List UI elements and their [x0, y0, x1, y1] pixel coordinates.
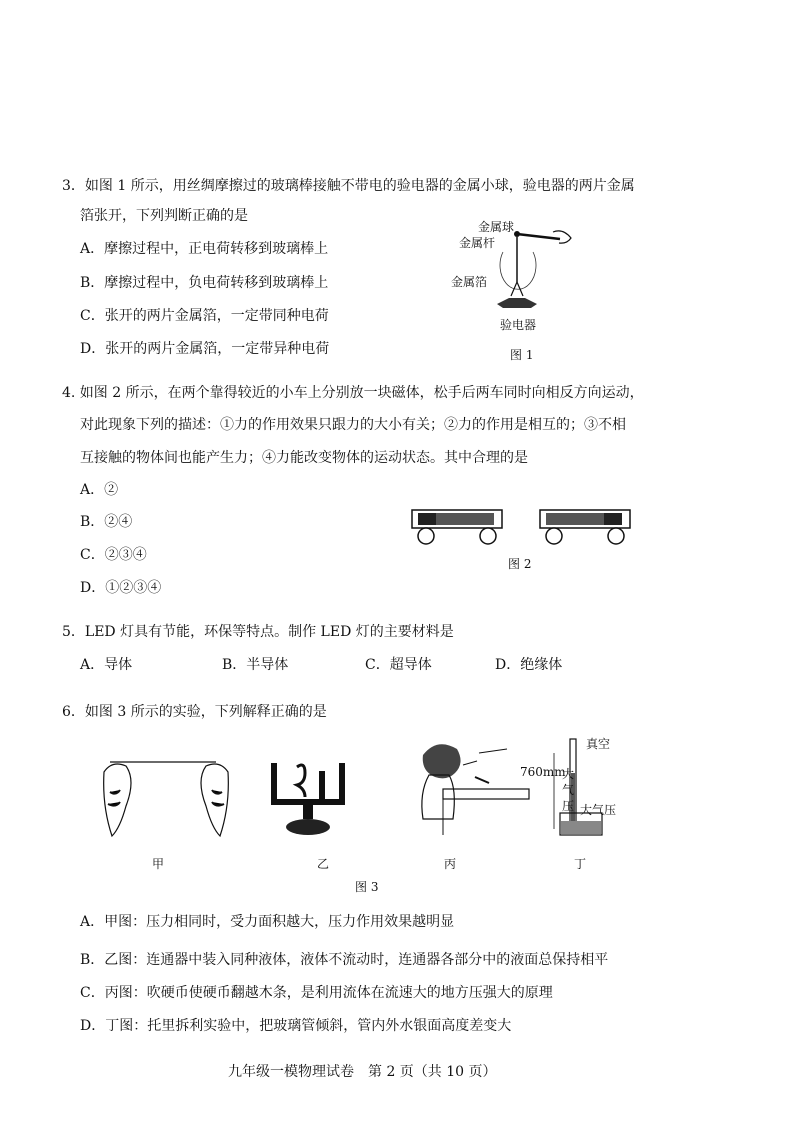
q4-option-b: B．②④: [80, 514, 133, 530]
fig3-ding-atm-char-3: 压: [562, 799, 575, 813]
fig3-panel-bing: 丙: [444, 857, 457, 871]
fig1-label-metal-ball: 金属球: [478, 220, 515, 234]
fig3-ding-atm-char-1: 大: [562, 767, 575, 781]
fig3-ding-vacuum-label: 真空: [586, 737, 611, 751]
fig1-caption: 图 1: [510, 348, 534, 362]
q3-stem-line-2: 箔张开，下列判断正确的是: [80, 208, 248, 224]
q3-stem-line-1: 3．如图 1 所示，用丝绸摩擦过的玻璃棒接触不带电的验电器的金属小球，验电器的两片金属: [62, 178, 635, 194]
fig2-caption: 图 2: [508, 557, 532, 571]
q4-option-a: A．②: [80, 482, 119, 498]
fig3-panel-ding: 丁: [574, 857, 587, 871]
q3-option-c: C．张开的两片金属箔，一定带同种电荷: [80, 308, 329, 324]
page-footer: 九年级一模物理试卷 第 2 页（共 10 页）: [228, 1064, 497, 1080]
fig3-panel-yi: 乙: [317, 857, 330, 871]
q5-option-b: B．半导体: [222, 657, 289, 673]
q5-option-a: A．导体: [80, 657, 133, 673]
fig3-panel-jia: 甲: [152, 857, 165, 871]
carts-figure: [408, 500, 638, 550]
fig3-bing-blowing-coin: [403, 735, 533, 845]
q6-option-d: D．丁图：托里拆利实验中，把玻璃管倾斜，管内外水银面高度差变大: [80, 1018, 512, 1034]
fig3-ding-atm-char-2: 气: [562, 783, 575, 797]
fig3-yi-communicating-vessels: [263, 757, 353, 842]
fig3-caption: 图 3: [355, 880, 379, 894]
q3-option-b: B．摩擦过程中，负电荷转移到玻璃棒上: [80, 275, 329, 291]
fig1-label-metal-rod: 金属杆: [459, 236, 496, 250]
fig3-ding-atm-pressure-label: 大气压: [580, 803, 617, 817]
q4-option-c: C．②③④: [80, 547, 147, 563]
fig3-ding-760mm-label: 760mm: [520, 765, 566, 779]
q6-option-b: B．乙图：连通器中装入同种液体，液体不流动时，连通器各部分中的液面总保持相平: [80, 952, 609, 968]
q3-option-a: A．摩擦过程中，正电荷转移到玻璃棒上: [80, 241, 329, 257]
q4-stem-line-1: 4. 如图 2 所示，在两个靠得较近的小车上分别放一块磁体，松手后两车同时向相反方向运动，: [62, 385, 644, 401]
q4-stem-line-3: 互接触的物体间也能产生力；④力能改变物体的运动状态。其中合理的是: [80, 450, 528, 466]
q6-option-a: A．甲图：压力相同时，受力面积越大，压力作用效果越明显: [80, 914, 455, 930]
fig3-jia-pencil-fingers: [96, 752, 236, 847]
q4-option-d: D．①②③④: [80, 580, 162, 596]
q5-option-c: C．超导体: [365, 657, 432, 673]
fig1-label-electroscope: 验电器: [500, 318, 537, 332]
q4-stem-line-2: 对此现象下列的描述：①力的作用效果只跟力的大小有关；②力的作用是相互的；③不相: [80, 417, 626, 433]
fig1-label-metal-foil: 金属箔: [451, 275, 488, 289]
q6-option-c: C．丙图：吹硬币使硬币翻越木条，是利用流体在流速大的地方压强大的原理: [80, 985, 553, 1001]
q5-stem: 5．LED 灯具有节能，环保等特点。制作 LED 灯的主要材料是: [62, 624, 454, 640]
q6-stem: 6．如图 3 所示的实验，下列解释正确的是: [62, 704, 327, 720]
q5-option-d: D．绝缘体: [495, 657, 563, 673]
q3-option-d: D．张开的两片金属箔，一定带异种电荷: [80, 341, 330, 357]
